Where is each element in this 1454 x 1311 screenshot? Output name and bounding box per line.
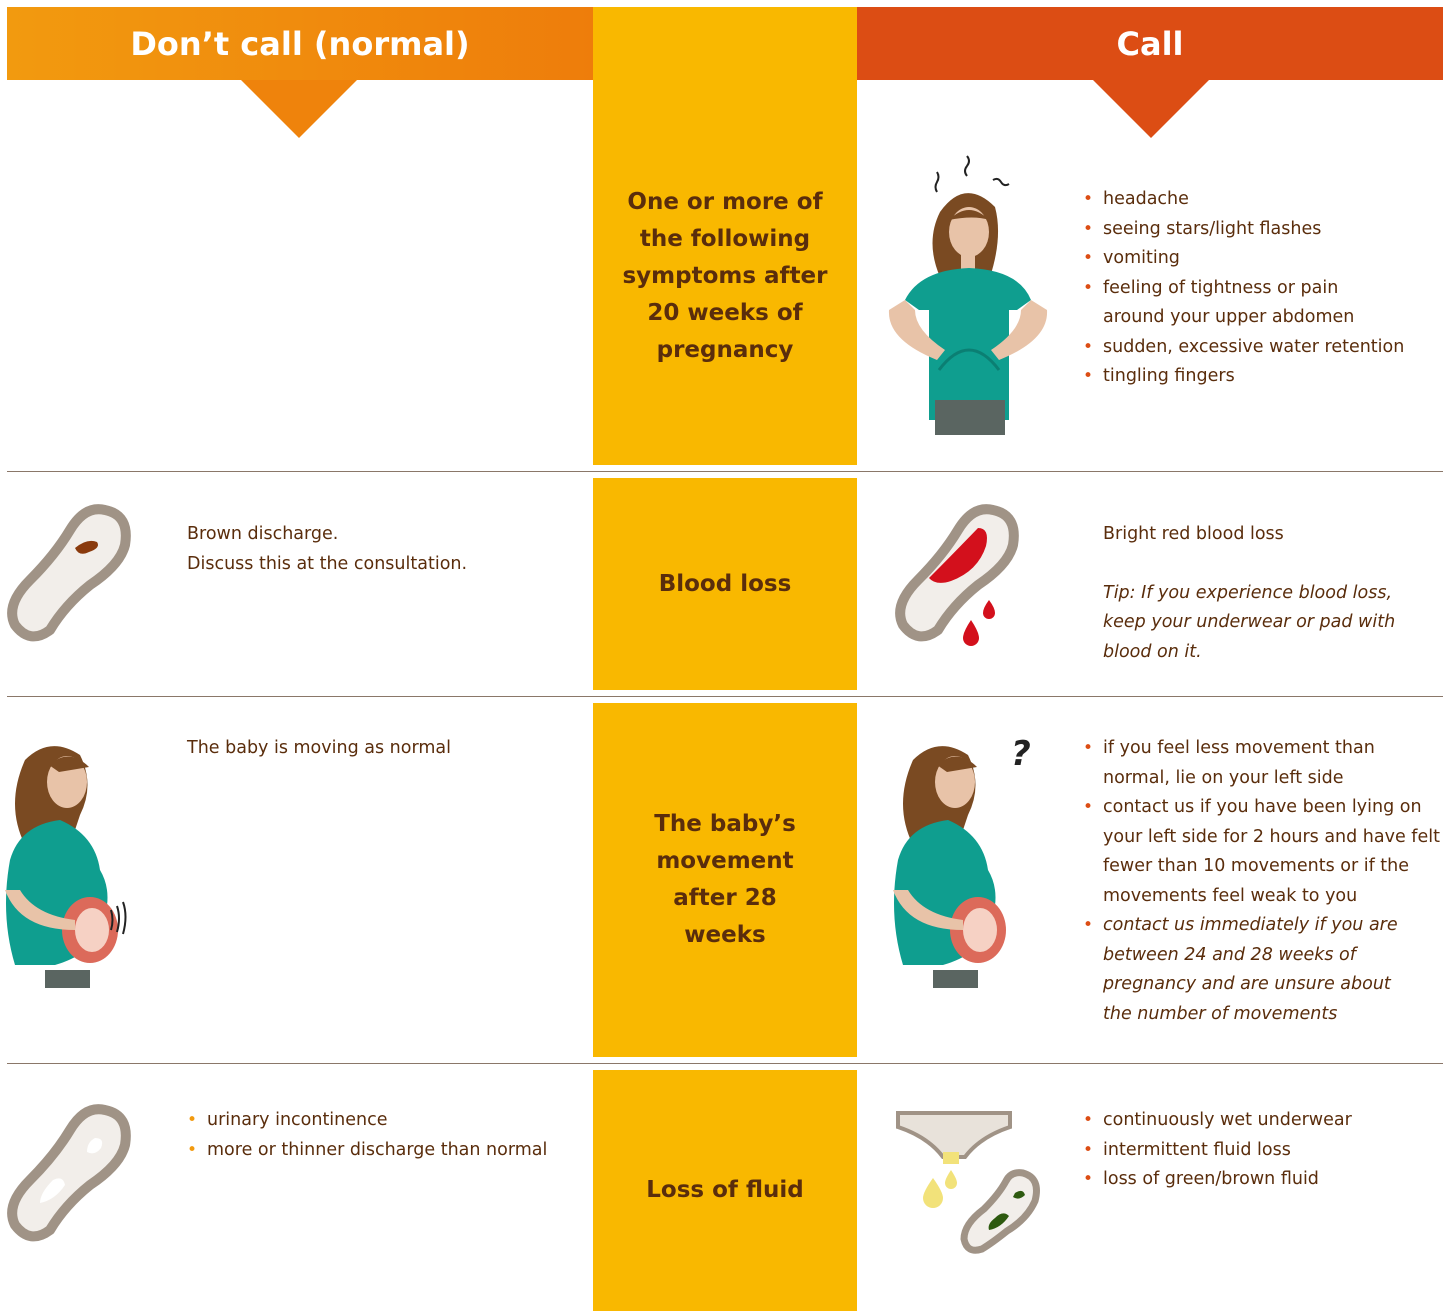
woman-headache-illustration — [885, 150, 1060, 440]
list-item: • sudden, excessive water retention — [1083, 336, 1405, 357]
pregnant-woman-question-illustration — [893, 735, 1033, 990]
topic-baby-movement-label: The baby’s movement after 28 weeks — [654, 811, 796, 948]
list-item: • feeling of tightness or pain around your upper abdomen — [1083, 277, 1355, 327]
list-item: • seeing stars/light flashes — [1083, 218, 1322, 239]
wet-underwear-and-pad-icon — [893, 1108, 1053, 1253]
list-item: • continuously wet underwear — [1083, 1110, 1352, 1130]
topic-blood-loss-label: Blood loss — [658, 570, 792, 597]
topic-fluid-loss — [593, 1070, 857, 1311]
list-item: • vomiting — [1083, 248, 1180, 268]
list-item: • headache — [1083, 189, 1189, 209]
svg-text:?: ? — [1011, 734, 1031, 774]
list-item: • intermittent fluid loss — [1083, 1139, 1291, 1160]
dont-call-arrow — [241, 80, 357, 138]
fluid-loss-dont-call-list — [187, 1106, 547, 1165]
symptoms-call-list — [1083, 185, 1404, 392]
dont-call-header: Don’t call (normal) — [7, 7, 593, 80]
row-divider — [7, 1063, 1443, 1064]
pad-clear-fluid-icon — [5, 1100, 133, 1235]
blood-loss-tip: Tip: If you experience blood loss, keep your underwear or pad with blood on it. — [1103, 582, 1396, 662]
call-header: Call — [857, 7, 1443, 80]
row-divider — [7, 471, 1443, 472]
call-arrow — [1093, 80, 1209, 138]
topic-fluid-loss-label: Loss of fluid — [646, 1177, 804, 1203]
pad-red-blood-icon — [893, 500, 1038, 645]
list-item: • contact us if you have been lying on your left side for 2 hours and have felt fewer than 10 movements or if the movements feel weak to you — [1083, 797, 1440, 906]
list-item: • urinary incontinence — [187, 1110, 388, 1130]
list-item: • more or thinner discharge than normal — [187, 1139, 548, 1160]
pregnant-woman-illustration — [5, 740, 135, 990]
topic-symptoms-label: One or more of the following symptoms after 20 weeks of pregnancy — [622, 188, 828, 363]
blood-loss-dont-call-text: Brown discharge. Discuss this at the consultation. — [187, 524, 468, 574]
topic-blood-loss — [593, 478, 857, 690]
baby-movement-call-list — [1083, 734, 1448, 1029]
blood-loss-call-text: Bright red blood loss Tip: If you experience blood loss, keep your underwear or pad with blood on it. — [1103, 520, 1413, 667]
list-item: • loss of green/brown fluid — [1083, 1169, 1319, 1189]
baby-movement-dont-call-text: The baby is moving as normal — [187, 738, 451, 758]
fluid-loss-call-list — [1083, 1106, 1352, 1195]
pad-brown-discharge-icon — [5, 500, 133, 635]
list-item: • if you feel less movement than normal, lie on your left side — [1083, 738, 1375, 788]
list-item: • tingling fingers — [1083, 366, 1235, 386]
list-item: • contact us immediately if you are between 24 and 28 weeks of pregnancy and are unsure about the number of movements — [1083, 915, 1398, 1024]
topic-symptoms — [593, 7, 857, 465]
topic-baby-movement — [593, 703, 857, 1057]
row-divider — [7, 696, 1443, 697]
